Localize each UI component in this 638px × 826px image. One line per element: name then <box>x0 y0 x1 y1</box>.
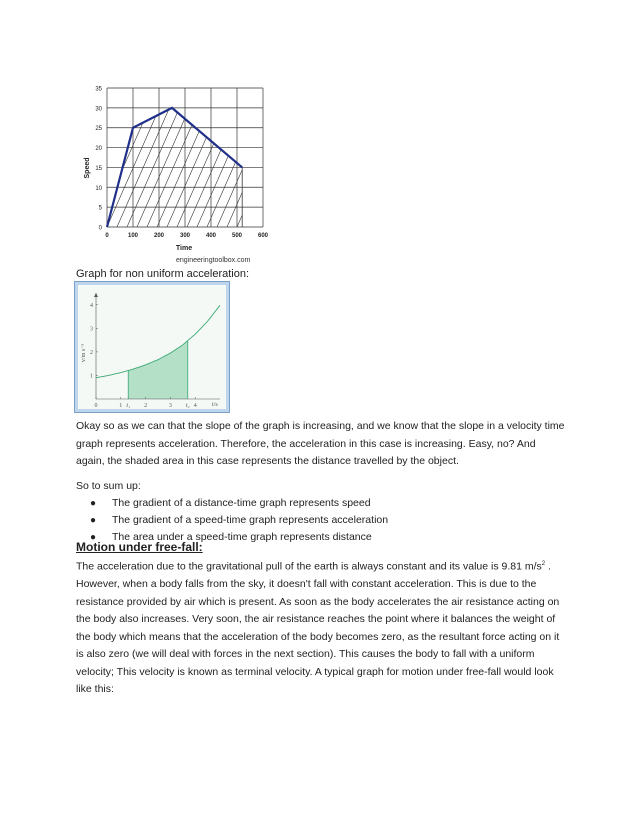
list-item-text: The gradient of a speed-time graph represents acceleration <box>112 514 389 526</box>
x-tick-label: 500 <box>231 233 243 239</box>
x-tick-label: 400 <box>205 233 217 239</box>
hatch-line <box>80 80 87 227</box>
y-tick-label: 4 <box>90 302 93 309</box>
hatch-line <box>207 80 270 227</box>
y-tick-label: 15 <box>95 165 102 172</box>
y-tick-label: 0 <box>98 225 102 232</box>
y-axis-label: Speed <box>84 157 91 179</box>
nonuniform-acceleration-chart <box>78 285 226 409</box>
y-tick-label: 35 <box>95 86 102 93</box>
y-axis-label: v/m s⁻¹ <box>81 343 87 363</box>
list-item <box>90 495 388 512</box>
hatch-line <box>80 80 137 227</box>
x-tick-label: 3 <box>168 403 172 409</box>
y-tick-label: 25 <box>95 126 102 133</box>
y-tick-label: 1 <box>90 373 93 380</box>
bullet-icon: ● <box>90 532 97 543</box>
y-tick-label: 30 <box>95 106 102 113</box>
hatch-line <box>187 80 257 227</box>
x-tick-label: 600 <box>257 233 269 239</box>
freefall-superscript: 2 <box>541 561 546 567</box>
x-tick-label: 0 <box>105 233 109 239</box>
y-tick-label: 5 <box>98 205 102 212</box>
sum-up-label: So to sum up: <box>76 480 141 492</box>
x-tick-label: 300 <box>179 233 191 239</box>
hatch-line <box>80 80 107 227</box>
paragraph-slope: Okay so as we can that the slope of the graph is increasing, and we know that the slope in a velocity time graph represents acceleration. Therefore, the acceleration in this case is increasing. Easy, no? And again, the shaded area in this case represents the distance travelled by the object. <box>76 420 565 467</box>
y-tick-label: 20 <box>95 146 102 153</box>
hatch-line <box>267 80 270 227</box>
list-item-text: The gradient of a distance-time graph represents speed <box>112 497 371 509</box>
x-tick-label: 200 <box>153 233 165 239</box>
hatch-line <box>80 80 97 227</box>
x-tick-label: 4 <box>193 403 197 409</box>
marker-label-t1: t₁ <box>126 403 131 409</box>
x-tick-label: 2 <box>144 403 148 409</box>
hatch-line <box>227 80 270 227</box>
list-item-text: The area under a speed-time graph represents distance <box>112 531 372 543</box>
marker-label-t2: t₂ <box>185 403 190 409</box>
nonuniform-chart-frame <box>74 281 230 413</box>
caption-nonuniform: Graph for non uniform acceleration: <box>76 268 250 280</box>
y-tick-label: 3 <box>90 326 93 333</box>
speed-time-chart <box>80 80 270 270</box>
hatched-area <box>80 80 270 227</box>
paragraph-freefall <box>76 556 566 699</box>
summary-list <box>90 495 388 546</box>
hatch-line <box>247 80 270 227</box>
x-axis-label: Time <box>175 245 193 252</box>
section-heading-freefall: Motion under free-fall: <box>76 540 203 554</box>
hatch-lines <box>80 80 270 227</box>
freefall-text-rest: . However, when a body falls from the sky, it doesn't fall with constant acceleration. This is due to the resistance provided by air which is present. As soon as the body accelerates the air resistance acting on the body also increases. Very soon, the air resistance reaches the point where it balances the weight of the body which means that the acceleration of the body becomes zero, as the resultant force acting on it is also zero (we will deal with forces in the next section). This causes the body to fall with a uniform velocity; This velocity is known as terminal velocity. A typical graph for motion under free-fall would look like this: <box>76 560 560 695</box>
hatch-line <box>197 80 267 227</box>
y-tick-label: 10 <box>95 185 102 192</box>
x-tick-label: 1 <box>119 403 123 409</box>
x-tick-label: 100 <box>127 233 139 239</box>
y-tick-label: 2 <box>90 349 93 356</box>
hatch-line <box>257 80 270 227</box>
source-label: engineeringtoolbox.com <box>176 257 251 264</box>
x-axis-label: t/s <box>212 402 218 408</box>
list-item <box>90 512 388 529</box>
bullet-icon: ● <box>90 498 97 509</box>
freefall-text-start: The acceleration due to the gravitational pull of the earth is always constant and its value is 9.81 m/s <box>76 560 542 573</box>
hatch-line <box>80 80 127 227</box>
bullet-icon: ● <box>90 515 97 526</box>
chart-grid <box>107 88 263 227</box>
x-tick-labels <box>105 233 268 239</box>
x-tick-label: 0 <box>94 403 98 409</box>
y-tick-labels <box>95 87 102 232</box>
